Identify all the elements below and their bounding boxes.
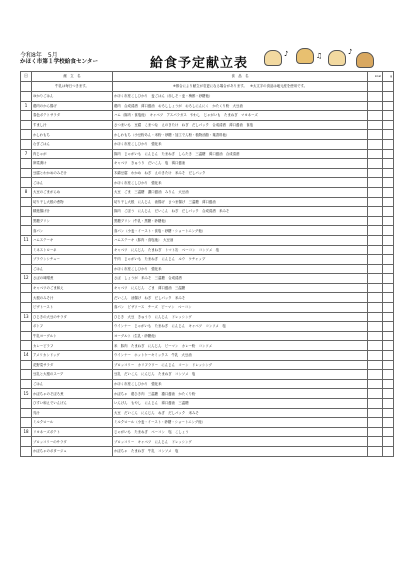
table-row <box>21 341 394 351</box>
kcal-cell <box>368 168 383 178</box>
ingredients-cell: ヨーグルト（生乳・砂糖他） <box>113 331 368 341</box>
kcal-cell <box>368 408 383 418</box>
table-row <box>21 399 394 409</box>
ingredients-cell: キャベツ にんじん たまねぎ トマト缶 ベーコン コンソメ 塩 <box>113 245 368 255</box>
ingredients-cell: かほく市産こしひかり 麦ごはん（赤しそ・麦・梅酢・砂糖他） <box>113 92 368 102</box>
ingredients-cell: ハム（豚肉・食塩他） キャベツ アスパラガス やわし じゃがいも たまねぎ マヨネーズ <box>113 111 368 121</box>
protein-cell <box>383 159 394 169</box>
dish-cell: 食パン <box>32 226 113 236</box>
table-row <box>21 389 394 399</box>
dish-cell: ピザトースト <box>32 303 113 313</box>
day-cell <box>21 264 32 274</box>
kcal-cell <box>368 399 383 409</box>
day-cell: 11 <box>21 235 32 245</box>
protein-cell <box>383 149 394 159</box>
kcal-cell <box>368 370 383 380</box>
table-row <box>21 264 394 274</box>
ingredients-cell: さば しょうが 米みそ 三温糖 合成清酒 <box>113 274 368 284</box>
table-row <box>21 207 394 217</box>
ingredients-cell: 大豆 だいこん にんじん ねぎ だしパック 米みそ <box>113 408 368 418</box>
table-row <box>21 187 394 197</box>
day-cell <box>21 331 32 341</box>
day-cell: 18 <box>21 427 32 437</box>
ingredients-cell: かしわもち（小豆粉あん・米粉・砂糖・加工でん粉・植物油脂・葉香料他） <box>113 130 368 140</box>
day-cell: 12 <box>21 274 32 284</box>
dish-cell: 花野菜サラダ <box>32 360 113 370</box>
ingredients-cell: ひじき 大豆 きゅうり にんじん ドレッシング <box>113 312 368 322</box>
kcal-cell <box>368 283 383 293</box>
note-ingredients: ※都合により献立が変更になる場合があります。 ※太文字の食品は地元産を使用です。 <box>113 82 368 92</box>
note-day <box>21 82 32 92</box>
table-row <box>21 437 394 447</box>
dish-cell: ゆかりごはん <box>32 92 113 102</box>
protein-cell <box>383 111 394 121</box>
protein-cell <box>383 274 394 284</box>
day-cell <box>21 370 32 380</box>
ingredients-cell: 米 豚肉 たまねぎ にんじん ピーマン カレー粉 コンソメ <box>113 341 368 351</box>
protein-cell <box>383 379 394 389</box>
ingredients-cell: 豚肉 ごぼう にんじん だいこん ねぎ だしパック 合成清酒 米みそ <box>113 207 368 217</box>
ingredients-cell: ブロッコリー カリフラワー にんじん コーン ドレッシング <box>113 360 368 370</box>
protein-cell <box>383 303 394 313</box>
bread-icon <box>296 48 314 64</box>
kcal-cell <box>368 130 383 140</box>
day-cell: 1 <box>21 101 32 111</box>
day-cell <box>21 178 32 188</box>
table-row <box>21 168 394 178</box>
protein-cell <box>383 408 394 418</box>
dish-cell: かぼちゃのそぼろ煮 <box>32 389 113 399</box>
table-row <box>21 235 394 245</box>
table-row <box>21 92 394 102</box>
protein-cell <box>383 139 394 149</box>
ingredients-cell: かぼちゃ 鶏ひき肉 三温糖 濃口醤油 かたくり粉 <box>113 389 368 399</box>
kcal-cell <box>368 235 383 245</box>
day-cell <box>21 303 32 313</box>
day-cell <box>21 341 32 351</box>
day-cell <box>21 255 32 265</box>
ingredients-cell: 大豆 ごま 三温糖 濃口醤油 みりん 大豆油 <box>113 187 368 197</box>
protein-cell <box>383 322 394 332</box>
table-row <box>21 283 394 293</box>
protein-cell <box>383 168 394 178</box>
table-row <box>21 149 394 159</box>
col-kcal: kcal <box>368 72 383 82</box>
kcal-cell <box>368 331 383 341</box>
table-row <box>21 293 394 303</box>
protein-cell <box>383 331 394 341</box>
ingredients-cell: ウインナー ホットケーキミックス 牛乳 大豆油 <box>113 351 368 361</box>
day-cell <box>21 322 32 332</box>
table-row <box>21 427 394 437</box>
dish-cell: かぼちゃのポタージュ <box>32 446 113 456</box>
table-row <box>21 245 394 255</box>
kcal-cell <box>368 120 383 130</box>
col-ingredients: 食 品 名 <box>113 72 368 82</box>
dish-cell: ごはん <box>32 178 113 188</box>
table-row <box>21 274 394 284</box>
kcal-cell <box>368 264 383 274</box>
table-row <box>21 120 394 130</box>
day-cell <box>21 139 32 149</box>
protein-cell <box>383 120 394 130</box>
table-row <box>21 331 394 341</box>
dish-cell: ミルクロール <box>32 418 113 428</box>
ingredients-cell: 切り干し大根 にんじん 油揚げ さつま揚げ 三温糖 薄口醤油 <box>113 197 368 207</box>
table-row <box>21 303 394 313</box>
table-row <box>21 159 394 169</box>
table-row <box>21 178 394 188</box>
table-row <box>21 101 394 111</box>
kcal-cell <box>368 245 383 255</box>
day-cell <box>21 293 32 303</box>
protein-cell <box>383 187 394 197</box>
page-title: 給食予定献立表 <box>150 56 249 71</box>
day-cell: 8 <box>21 187 32 197</box>
ingredients-cell: 木綿豆腐 わかめ ねぎ えのきたけ 米みそ だしパック <box>113 168 368 178</box>
day-cell <box>21 245 32 255</box>
day-cell <box>21 92 32 102</box>
col-protein: g <box>383 72 394 82</box>
dish-cell: ひじきの大豆のサラダ <box>32 312 113 322</box>
dish-cell: ごはん <box>32 264 113 274</box>
kcal-cell <box>368 341 383 351</box>
ingredients-cell: かほく市産こしひかり 強化米 <box>113 178 368 188</box>
kcal-cell <box>368 379 383 389</box>
ingredients-cell: ブロッコリー キャベツ にんじん ドレッシング <box>113 437 368 447</box>
bread-icon <box>328 50 346 66</box>
ingredients-cell: じゃがいも たまねぎ ベーコン 塩 こしょう <box>113 427 368 437</box>
kcal-cell <box>368 226 383 236</box>
kcal-cell <box>368 207 383 217</box>
kcal-cell <box>368 293 383 303</box>
ingredients-cell: さつまいも 豆腐 こまつな えのきたけ ねぎ だしパック 合成清酒 薄口醤油 食塩 <box>113 120 368 130</box>
kcal-cell <box>368 360 383 370</box>
ingredients-cell: 黒糖プリン（牛乳・黒糖・砂糖他） <box>113 216 368 226</box>
day-cell <box>21 437 32 447</box>
dish-cell: 大豆のごまがらめ <box>32 187 113 197</box>
kcal-cell <box>368 351 383 361</box>
dish-cell: キャベツのごま和え <box>32 283 113 293</box>
col-dish: 献 立 名 <box>32 72 113 82</box>
protein-cell <box>383 178 394 188</box>
kcal-cell <box>368 149 383 159</box>
bread-icon <box>356 52 374 68</box>
dish-cell: 豆乳と大根のスープ <box>32 370 113 380</box>
protein-cell <box>383 283 394 293</box>
dish-cell: ハムステーキ <box>32 235 113 245</box>
note-protein <box>383 82 394 92</box>
kcal-cell <box>368 159 383 169</box>
table-row <box>21 255 394 265</box>
dish-cell: 呉汁 <box>32 408 113 418</box>
table-row <box>21 111 394 121</box>
kcal-cell <box>368 197 383 207</box>
day-cell <box>21 379 32 389</box>
note-dish: 牛乳は毎日つきます。 <box>32 82 113 92</box>
protein-cell <box>383 427 394 437</box>
music-note-icon: ♪ <box>348 48 353 56</box>
table-row <box>21 197 394 207</box>
day-cell <box>21 360 32 370</box>
table-row <box>21 446 394 456</box>
ingredients-cell: ハムステーキ（豚肉・食塩他） 大豆油 <box>113 235 368 245</box>
day-cell <box>21 408 32 418</box>
protein-cell <box>383 197 394 207</box>
kcal-cell <box>368 178 383 188</box>
protein-cell <box>383 245 394 255</box>
table-row <box>21 139 394 149</box>
ingredients-cell: かほく市産こしひかり 強化米 <box>113 264 368 274</box>
ingredients-cell: だいこん 油揚げ ねぎ だしパック 米みそ <box>113 293 368 303</box>
protein-cell <box>383 207 394 217</box>
table-row <box>21 312 394 322</box>
day-cell <box>21 111 32 121</box>
music-note-icon: ♫ <box>316 52 323 60</box>
protein-cell <box>383 293 394 303</box>
protein-cell <box>383 399 394 409</box>
dish-cell: むぎごはん <box>32 139 113 149</box>
ingredients-cell: かぼちゃ たまねぎ 牛乳 コンソメ 塩 <box>113 446 368 456</box>
day-cell: 15 <box>21 389 32 399</box>
kcal-cell <box>368 101 383 111</box>
dish-cell: 精進揚げ汁 <box>32 207 113 217</box>
table-row <box>21 418 394 428</box>
dish-cell: 大根のみそ汁 <box>32 293 113 303</box>
day-cell: 14 <box>21 351 32 361</box>
dish-cell: 卵菜漬け <box>32 159 113 169</box>
table-row <box>21 408 394 418</box>
kcal-cell <box>368 255 383 265</box>
kcal-cell <box>368 427 383 437</box>
protein-cell <box>383 235 394 245</box>
dish-cell: かしわもち <box>32 130 113 140</box>
day-cell <box>21 130 32 140</box>
table-row <box>21 360 394 370</box>
day-cell <box>21 446 32 456</box>
day-cell <box>21 159 32 169</box>
ingredients-cell: 豆乳 だいこん にんじん たまねぎ コンソメ 塩 <box>113 370 368 380</box>
menu-table <box>20 71 394 457</box>
day-cell <box>21 168 32 178</box>
kcal-cell <box>368 312 383 322</box>
bread-illustration <box>262 46 372 68</box>
ingredients-cell: 食パン ピザソース チーズ ピーマン ベーコン <box>113 303 368 313</box>
dish-cell: ごはん <box>32 379 113 389</box>
ingredients-cell: ミルクロール（小麦・イースト・砂糖・ショートニング他） <box>113 418 368 428</box>
day-cell <box>21 226 32 236</box>
table-row <box>21 322 394 332</box>
table-row <box>21 130 394 140</box>
day-cell <box>21 216 32 226</box>
table-row <box>21 226 394 236</box>
kcal-cell <box>368 418 383 428</box>
day-cell: 7 <box>21 149 32 159</box>
kcal-cell <box>368 437 383 447</box>
protein-cell <box>383 226 394 236</box>
protein-cell <box>383 418 394 428</box>
protein-cell <box>383 92 394 102</box>
kcal-cell <box>368 274 383 284</box>
note-kcal <box>368 82 383 92</box>
ingredients-cell: 牛肉 じゃがいも たまねぎ にんじん ルウ ケチャップ <box>113 255 368 265</box>
header-info <box>20 52 98 66</box>
dish-cell: リヨネーズポテト <box>32 427 113 437</box>
ingredients-cell: キャベツ にんじん ごま 薄口醤油 三温糖 <box>113 283 368 293</box>
dish-cell: ブラウンシチュー <box>32 255 113 265</box>
table-note-row <box>21 82 394 92</box>
ingredients-cell: キャベツ きゅうり だいこん 塩 薄口醤油 <box>113 159 368 169</box>
ingredients-cell: 豚肉 じゃがいも にんじん たまねぎ しらたき 三温糖 薄口醤油 合成清酒 <box>113 149 368 159</box>
dish-cell: 肉じゃが <box>32 149 113 159</box>
dish-cell: 鶏肉のから揚げ <box>32 101 113 111</box>
ingredients-cell: いんげん もやし にんじん 薄口醤油 三温糖 <box>113 399 368 409</box>
protein-cell <box>383 255 394 265</box>
dish-cell: ひすい和えでいんげん <box>32 399 113 409</box>
protein-cell <box>383 437 394 447</box>
dish-cell: すまし汁 <box>32 120 113 130</box>
ingredients-cell: 鶏肉 合成清酒 薄口醤油 おろししょうが おろしにんにく かたくり粉 大豆油 <box>113 101 368 111</box>
ingredients-cell: ウインナー じゃがいも たまねぎ にんじん キャベツ コンソメ 塩 <box>113 322 368 332</box>
protein-cell <box>383 351 394 361</box>
day-cell: 13 <box>21 312 32 322</box>
ingredients-cell: 食パン（小麦・イースト・食塩・砂糖・ショートニング他） <box>113 226 368 236</box>
dish-cell: ブロッコリーのサラダ <box>32 437 113 447</box>
protein-cell <box>383 360 394 370</box>
table-row <box>21 379 394 389</box>
dish-cell: 黒糖プリン <box>32 216 113 226</box>
kcal-cell <box>368 92 383 102</box>
protein-cell <box>383 370 394 380</box>
day-cell <box>21 399 32 409</box>
day-cell <box>21 120 32 130</box>
dish-cell: 牛乳ヨーグルト <box>32 331 113 341</box>
kcal-cell <box>368 111 383 121</box>
protein-cell <box>383 216 394 226</box>
protein-cell <box>383 389 394 399</box>
day-cell <box>21 283 32 293</box>
kcal-cell <box>368 322 383 332</box>
kcal-cell <box>368 389 383 399</box>
table-header-row <box>21 72 394 82</box>
table-row <box>21 351 394 361</box>
kcal-cell <box>368 139 383 149</box>
bread-icon <box>264 50 282 66</box>
dish-cell: 春色ポテトサラダ <box>32 111 113 121</box>
period-label: 令和8年 5月 <box>20 52 58 59</box>
protein-cell <box>383 312 394 322</box>
protein-cell <box>383 130 394 140</box>
protein-cell <box>383 341 394 351</box>
col-day: 日 <box>21 72 32 82</box>
table-row <box>21 216 394 226</box>
day-cell <box>21 418 32 428</box>
day-cell <box>21 207 32 217</box>
kcal-cell <box>368 216 383 226</box>
kcal-cell <box>368 303 383 313</box>
protein-cell <box>383 446 394 456</box>
day-cell <box>21 197 32 207</box>
music-note-icon: ♪ <box>284 50 289 58</box>
kcal-cell <box>368 446 383 456</box>
dish-cell: ポトフ <box>32 322 113 332</box>
protein-cell <box>383 264 394 274</box>
dish-cell: 豆腐とわかめのみそ汁 <box>32 168 113 178</box>
ingredients-cell: かほく市産こしひかり 強化米 <box>113 379 368 389</box>
dish-cell: アメリカンドッグ <box>32 351 113 361</box>
dish-cell: ミネストローネ <box>32 245 113 255</box>
dish-cell: カレーピラフ <box>32 341 113 351</box>
dish-cell: 切り干し大根の煮物 <box>32 197 113 207</box>
protein-cell <box>383 101 394 111</box>
table-row <box>21 370 394 380</box>
dish-cell: さばの味噌煮 <box>32 274 113 284</box>
kcal-cell <box>368 187 383 197</box>
ingredients-cell: かほく市産こしひかり 強化米 <box>113 139 368 149</box>
organization-label: かほく市第１学校給食センター <box>20 59 99 65</box>
